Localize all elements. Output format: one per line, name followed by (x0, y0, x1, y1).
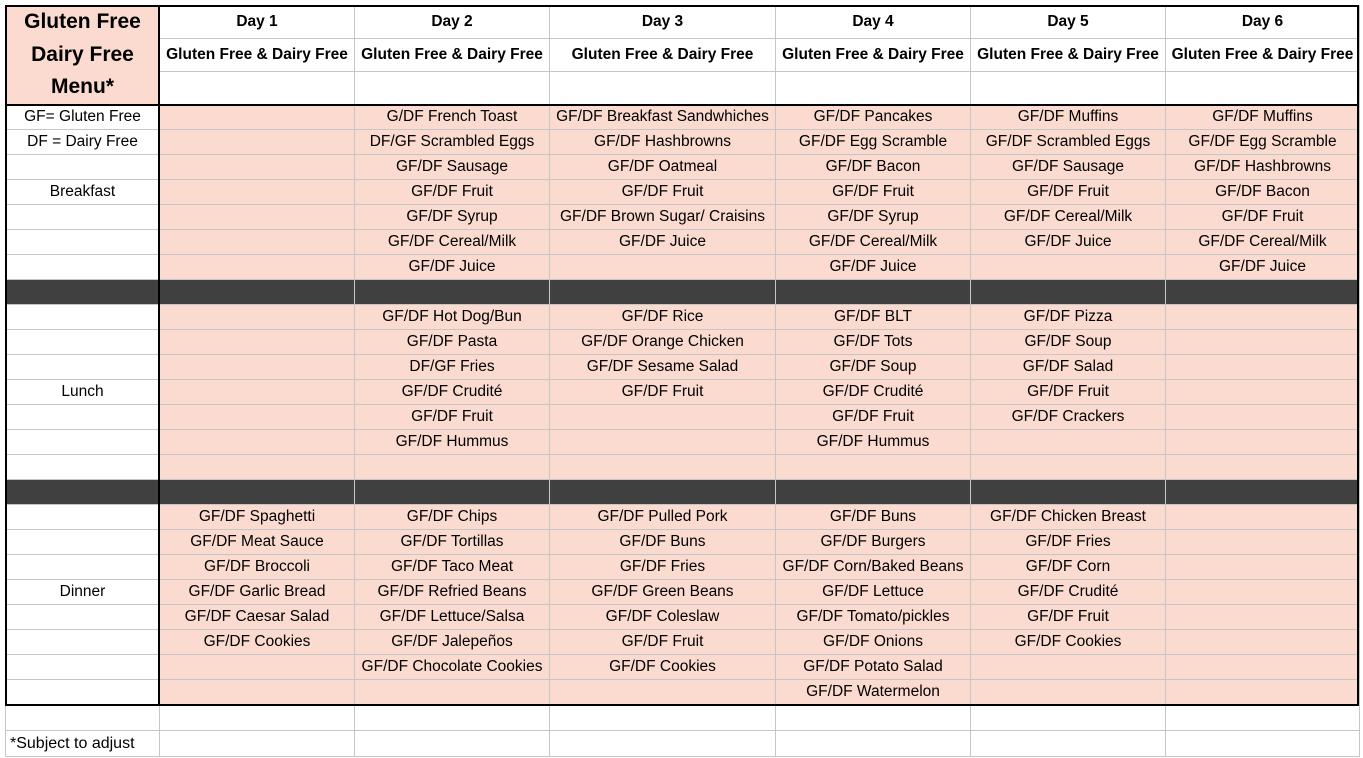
separator-cell[interactable] (776, 280, 971, 305)
blank-header-cell[interactable] (971, 72, 1166, 105)
dinner-item[interactable]: GF/DF Spaghetti (160, 505, 355, 530)
breakfast-row (6, 130, 1360, 155)
lunch-item[interactable]: GF/DF Hummus (776, 430, 971, 455)
dinner-item[interactable] (1166, 530, 1360, 555)
breakfast-row (6, 180, 1360, 205)
dinner-item[interactable]: GF/DF Buns (550, 530, 776, 555)
dinner-row (6, 655, 1360, 680)
label-cell[interactable] (6, 405, 160, 430)
day-header-3[interactable]: Day 3 (550, 6, 776, 39)
breakfast-item[interactable]: GF/DF Fruit (550, 180, 776, 205)
blank-header-row (6, 72, 1360, 105)
lunch-row (6, 330, 1360, 355)
dinner-row (6, 680, 1360, 705)
breakfast-item[interactable]: GF/DF Fruit (776, 180, 971, 205)
breakfast-item[interactable]: GF/DF Juice (550, 230, 776, 255)
lunch-item[interactable] (971, 455, 1166, 480)
day-header-6[interactable]: Day 6 (1166, 6, 1360, 39)
separator-cell[interactable] (355, 280, 550, 305)
footnote[interactable]: *Subject to adjust (6, 731, 160, 757)
label-cell[interactable] (6, 355, 160, 380)
breakfast-item[interactable]: GF/DF Juice (1166, 255, 1360, 280)
dinner-item[interactable]: GF/DF Fruit (550, 630, 776, 655)
blank-cell[interactable] (550, 731, 776, 757)
lunch-item[interactable]: GF/DF Salad (971, 355, 1166, 380)
dinner-item[interactable]: GF/DF Garlic Bread (160, 580, 355, 605)
day-subheader-1[interactable]: Gluten Free & Dairy Free (160, 39, 355, 72)
breakfast-item[interactable] (160, 130, 355, 155)
label-cell[interactable] (6, 555, 160, 580)
separator-cell[interactable] (1166, 480, 1360, 505)
blank-row (6, 705, 1360, 731)
dinner-row (6, 555, 1360, 580)
breakfast-item[interactable]: GF/DF Egg Scramble (1166, 130, 1360, 155)
breakfast-item[interactable]: GF/DF Sausage (355, 155, 550, 180)
label-cell[interactable] (6, 505, 160, 530)
blank-cell[interactable] (355, 705, 550, 731)
lunch-row (6, 380, 1360, 405)
lunch-item[interactable] (160, 355, 355, 380)
footnote-row (6, 731, 1360, 757)
lunch-item[interactable]: GF/DF Fruit (355, 405, 550, 430)
dinner-item[interactable] (1166, 555, 1360, 580)
separator-cell[interactable] (6, 480, 160, 505)
day-header-1[interactable]: Day 1 (160, 6, 355, 39)
label-cell[interactable] (6, 680, 160, 705)
breakfast-item[interactable]: GF/DF Fruit (355, 180, 550, 205)
breakfast-label[interactable]: Breakfast (6, 180, 160, 205)
label-cell[interactable] (6, 655, 160, 680)
menu-title-line1: Gluten Free (24, 10, 141, 34)
blank-header-cell[interactable] (160, 72, 355, 105)
breakfast-item[interactable]: G/DF French Toast (355, 105, 550, 130)
label-cell[interactable] (6, 155, 160, 180)
lunch-label[interactable]: Lunch (6, 380, 160, 405)
lunch-item[interactable] (550, 430, 776, 455)
blank-header-cell[interactable] (1166, 72, 1360, 105)
dinner-item[interactable]: GF/DF Coleslaw (550, 605, 776, 630)
breakfast-item[interactable]: GF/DF Cereal/Milk (355, 230, 550, 255)
breakfast-item[interactable]: GF/DF Egg Scramble (776, 130, 971, 155)
label-cell[interactable] (6, 305, 160, 330)
dinner-item[interactable]: GF/DF Fries (550, 555, 776, 580)
blank-cell[interactable] (971, 705, 1166, 731)
lunch-item[interactable]: GF/DF Hot Dog/Bun (355, 305, 550, 330)
breakfast-item[interactable]: GF/DF Cereal/Milk (1166, 230, 1360, 255)
dinner-item[interactable]: GF/DF Lettuce (776, 580, 971, 605)
lunch-item[interactable] (1166, 405, 1360, 430)
lunch-item[interactable]: GF/DF Fruit (971, 380, 1166, 405)
lunch-item[interactable]: GF/DF Orange Chicken (550, 330, 776, 355)
lunch-item[interactable] (550, 405, 776, 430)
dinner-item[interactable] (1166, 680, 1360, 705)
breakfast-item[interactable]: GF/DF Sausage (971, 155, 1166, 180)
separator-cell[interactable] (776, 480, 971, 505)
breakfast-item[interactable]: GF/DF Fruit (1166, 205, 1360, 230)
breakfast-item[interactable]: GF/DF Hashbrowns (1166, 155, 1360, 180)
label-cell[interactable] (6, 430, 160, 455)
menu-title[interactable] (6, 6, 160, 105)
dinner-row (6, 530, 1360, 555)
dinner-item[interactable] (1166, 505, 1360, 530)
breakfast-item[interactable]: GF/DF Syrup (776, 205, 971, 230)
dinner-item[interactable] (1166, 630, 1360, 655)
blank-header-cell[interactable] (355, 72, 550, 105)
dinner-item[interactable] (160, 655, 355, 680)
dinner-item[interactable]: GF/DF Lettuce/Salsa (355, 605, 550, 630)
lunch-item[interactable] (971, 430, 1166, 455)
lunch-item[interactable] (355, 455, 550, 480)
separator-cell[interactable] (160, 480, 355, 505)
day-subheader-6[interactable]: Gluten Free & Dairy Free (1166, 39, 1360, 72)
breakfast-item[interactable]: GF/DF Brown Sugar/ Craisins (550, 205, 776, 230)
subheader-row (6, 39, 1360, 72)
lunch-item[interactable] (160, 455, 355, 480)
lunch-item[interactable]: GF/DF Soup (776, 355, 971, 380)
day-header-2[interactable]: Day 2 (355, 6, 550, 39)
dinner-item[interactable]: GF/DF Cookies (550, 655, 776, 680)
separator-cell[interactable] (971, 280, 1166, 305)
breakfast-item[interactable]: GF/DF Muffins (1166, 105, 1360, 130)
dinner-item[interactable] (971, 680, 1166, 705)
dinner-row (6, 580, 1360, 605)
dinner-item[interactable]: GF/DF Jalepeños (355, 630, 550, 655)
lunch-item[interactable]: GF/DF Hummus (355, 430, 550, 455)
dinner-item[interactable]: GF/DF Crudité (971, 580, 1166, 605)
dinner-item[interactable]: GF/DF Tomato/pickles (776, 605, 971, 630)
lunch-item[interactable] (1166, 355, 1360, 380)
dinner-item[interactable] (1166, 580, 1360, 605)
breakfast-row (6, 255, 1360, 280)
breakfast-item[interactable]: GF/DF Bacon (776, 155, 971, 180)
label-cell[interactable] (6, 530, 160, 555)
menu-title-line3: Menu* (51, 75, 114, 99)
dinner-item[interactable]: GF/DF Fries (971, 530, 1166, 555)
dinner-item[interactable]: GF/DF Green Beans (550, 580, 776, 605)
dinner-item[interactable]: GF/DF Cookies (971, 630, 1166, 655)
dinner-label[interactable]: Dinner (6, 580, 160, 605)
breakfast-item[interactable]: GF/DF Juice (971, 230, 1166, 255)
breakfast-item[interactable]: GF/DF Breakfast Sandwhiches (550, 105, 776, 130)
breakfast-item[interactable]: GF/DF Cereal/Milk (971, 205, 1166, 230)
lunch-item[interactable] (160, 380, 355, 405)
lunch-row (6, 305, 1360, 330)
lunch-item[interactable]: GF/DF Crudité (776, 380, 971, 405)
lunch-item[interactable] (550, 455, 776, 480)
day-header-row (6, 6, 1360, 39)
breakfast-item[interactable]: GF/DF Pancakes (776, 105, 971, 130)
breakfast-row (6, 155, 1360, 180)
lunch-item[interactable]: GF/DF Fruit (776, 405, 971, 430)
label-cell[interactable] (6, 630, 160, 655)
lunch-item[interactable]: GF/DF Sesame Salad (550, 355, 776, 380)
breakfast-row (6, 105, 1360, 130)
day-header-5[interactable]: Day 5 (971, 6, 1166, 39)
label-cell[interactable] (6, 330, 160, 355)
lunch-item[interactable] (160, 330, 355, 355)
lunch-item[interactable] (1166, 305, 1360, 330)
legend-dairy-free[interactable]: DF = Dairy Free (6, 130, 160, 155)
legend-gluten-free[interactable]: GF= Gluten Free (6, 105, 160, 130)
blank-cell[interactable] (776, 705, 971, 731)
dinner-item[interactable]: GF/DF Chips (355, 505, 550, 530)
lunch-row (6, 430, 1360, 455)
lunch-item[interactable] (1166, 380, 1360, 405)
dinner-item[interactable]: GF/DF Meat Sauce (160, 530, 355, 555)
breakfast-item[interactable] (160, 230, 355, 255)
day-subheader-4[interactable]: Gluten Free & Dairy Free (776, 39, 971, 72)
dinner-item[interactable]: GF/DF Buns (776, 505, 971, 530)
lunch-item[interactable]: GF/DF Crackers (971, 405, 1166, 430)
breakfast-row (6, 230, 1360, 255)
breakfast-item[interactable] (971, 255, 1166, 280)
separator-cell[interactable] (550, 280, 776, 305)
breakfast-item[interactable]: GF/DF Juice (355, 255, 550, 280)
separator-row (6, 280, 1360, 305)
breakfast-item[interactable]: GF/DF Hashbrowns (550, 130, 776, 155)
separator-cell[interactable] (6, 280, 160, 305)
lunch-item[interactable] (160, 305, 355, 330)
separator-row (6, 480, 1360, 505)
lunch-item[interactable] (1166, 430, 1360, 455)
breakfast-item[interactable] (160, 205, 355, 230)
breakfast-row (6, 205, 1360, 230)
breakfast-item[interactable]: GF/DF Syrup (355, 205, 550, 230)
blank-cell[interactable] (160, 731, 355, 757)
lunch-item[interactable]: GF/DF Crudité (355, 380, 550, 405)
blank-cell[interactable] (1166, 705, 1360, 731)
dinner-row (6, 605, 1360, 630)
day-subheader-3[interactable]: Gluten Free & Dairy Free (550, 39, 776, 72)
day-subheader-2[interactable]: Gluten Free & Dairy Free (355, 39, 550, 72)
lunch-item[interactable]: GF/DF Tots (776, 330, 971, 355)
breakfast-item[interactable]: GF/DF Juice (776, 255, 971, 280)
menu-title-line2: Dairy Free (31, 42, 134, 66)
breakfast-item[interactable]: DF/GF Scrambled Eggs (355, 130, 550, 155)
blank-cell[interactable] (355, 731, 550, 757)
blank-cell[interactable] (6, 705, 160, 731)
breakfast-item[interactable]: GF/DF Oatmeal (550, 155, 776, 180)
dinner-item[interactable]: GF/DF Broccoli (160, 555, 355, 580)
label-cell[interactable] (6, 455, 160, 480)
dinner-item[interactable]: GF/DF Fruit (971, 605, 1166, 630)
dinner-item[interactable]: GF/DF Cookies (160, 630, 355, 655)
dinner-item[interactable]: GF/DF Burgers (776, 530, 971, 555)
lunch-item[interactable]: GF/DF Fruit (550, 380, 776, 405)
breakfast-item[interactable] (160, 255, 355, 280)
dinner-item[interactable]: GF/DF Refried Beans (355, 580, 550, 605)
blank-cell[interactable] (1166, 731, 1360, 757)
dinner-item[interactable]: GF/DF Pulled Pork (550, 505, 776, 530)
lunch-item[interactable]: GF/DF Pizza (971, 305, 1166, 330)
blank-cell[interactable] (550, 705, 776, 731)
blank-header-cell[interactable] (776, 72, 971, 105)
dinner-item[interactable] (160, 680, 355, 705)
dinner-item[interactable] (550, 680, 776, 705)
dinner-item[interactable] (1166, 655, 1360, 680)
dinner-item[interactable]: GF/DF Onions (776, 630, 971, 655)
separator-cell[interactable] (971, 480, 1166, 505)
dinner-item[interactable]: GF/DF Corn (971, 555, 1166, 580)
dinner-row (6, 505, 1360, 530)
dinner-row (6, 630, 1360, 655)
dinner-item[interactable]: GF/DF Taco Meat (355, 555, 550, 580)
breakfast-item[interactable]: GF/DF Muffins (971, 105, 1166, 130)
day-subheader-5[interactable]: Gluten Free & Dairy Free (971, 39, 1166, 72)
dinner-item[interactable] (355, 680, 550, 705)
breakfast-item[interactable]: GF/DF Fruit (971, 180, 1166, 205)
lunch-row (6, 355, 1360, 380)
breakfast-item[interactable]: GF/DF Bacon (1166, 180, 1360, 205)
breakfast-item[interactable]: GF/DF Scrambled Eggs (971, 130, 1166, 155)
day-header-4[interactable]: Day 4 (776, 6, 971, 39)
label-cell[interactable] (6, 205, 160, 230)
lunch-item[interactable]: DF/GF Fries (355, 355, 550, 380)
menu-grid (5, 5, 1360, 757)
separator-cell[interactable] (355, 480, 550, 505)
dinner-item[interactable] (971, 655, 1166, 680)
blank-cell[interactable] (776, 731, 971, 757)
dinner-item[interactable]: GF/DF Potato Salad (776, 655, 971, 680)
lunch-item[interactable] (1166, 455, 1360, 480)
separator-cell[interactable] (160, 280, 355, 305)
lunch-item[interactable]: GF/DF Soup (971, 330, 1166, 355)
lunch-item[interactable] (160, 405, 355, 430)
dinner-item[interactable]: GF/DF Tortillas (355, 530, 550, 555)
breakfast-item[interactable] (550, 255, 776, 280)
lunch-item[interactable] (1166, 330, 1360, 355)
blank-header-cell[interactable] (550, 72, 776, 105)
dinner-item[interactable]: GF/DF Watermelon (776, 680, 971, 705)
lunch-row (6, 455, 1360, 480)
breakfast-item[interactable] (160, 155, 355, 180)
lunch-item[interactable]: GF/DF BLT (776, 305, 971, 330)
blank-cell[interactable] (160, 705, 355, 731)
breakfast-item[interactable] (160, 180, 355, 205)
lunch-item[interactable]: GF/DF Rice (550, 305, 776, 330)
label-cell[interactable] (6, 605, 160, 630)
separator-cell[interactable] (550, 480, 776, 505)
dinner-item[interactable]: GF/DF Chocolate Cookies (355, 655, 550, 680)
lunch-item[interactable]: GF/DF Pasta (355, 330, 550, 355)
label-cell[interactable] (6, 255, 160, 280)
separator-cell[interactable] (1166, 280, 1360, 305)
breakfast-item[interactable]: GF/DF Cereal/Milk (776, 230, 971, 255)
label-cell[interactable] (6, 230, 160, 255)
dinner-item[interactable]: GF/DF Corn/Baked Beans (776, 555, 971, 580)
dinner-item[interactable]: GF/DF Caesar Salad (160, 605, 355, 630)
lunch-item[interactable] (160, 430, 355, 455)
dinner-item[interactable]: GF/DF Chicken Breast (971, 505, 1166, 530)
dinner-item[interactable] (1166, 605, 1360, 630)
lunch-item[interactable] (776, 455, 971, 480)
breakfast-item[interactable] (160, 105, 355, 130)
blank-cell[interactable] (971, 731, 1166, 757)
lunch-row (6, 405, 1360, 430)
